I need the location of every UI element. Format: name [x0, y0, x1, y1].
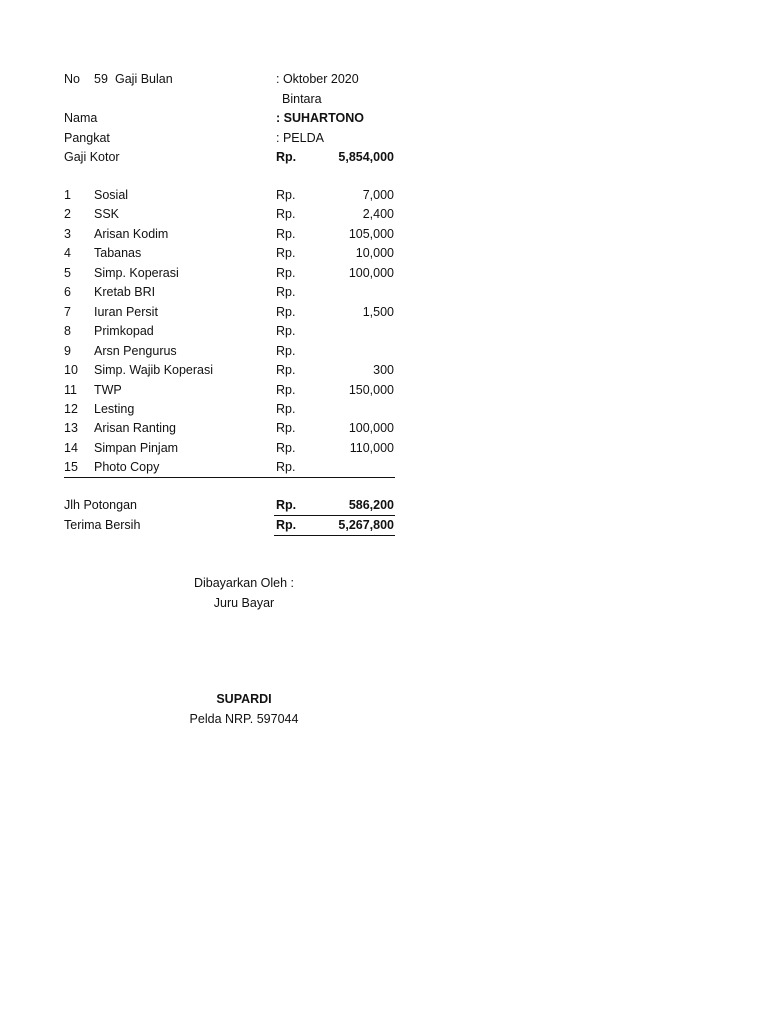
- deduction-number: 14: [64, 441, 78, 455]
- period-value: : Oktober 2020: [276, 72, 359, 86]
- deduction-amount: 1,500: [362, 305, 394, 319]
- deduction-number: 13: [64, 421, 78, 435]
- deduction-amount: 150,000: [348, 383, 394, 397]
- gross-value: 5,854,000: [338, 150, 394, 164]
- deduction-number: 1: [64, 188, 71, 202]
- net-currency: Rp.: [276, 518, 297, 532]
- rank-value: : PELDA: [276, 131, 324, 145]
- paid-by-label: Dibayarkan Oleh :: [193, 576, 295, 590]
- deduction-label: Arsn Pengurus: [94, 344, 177, 358]
- deduction-number: 11: [64, 383, 77, 397]
- deduction-amount: 110,000: [349, 441, 394, 455]
- deduction-label: Iuran Persit: [94, 305, 158, 319]
- deduction-number: 12: [64, 402, 78, 416]
- deduction-currency: Rp.: [276, 266, 296, 280]
- deduction-currency: Rp.: [276, 344, 296, 358]
- deduction-label: Kretab BRI: [94, 285, 156, 299]
- payer-rank-nrp: Pelda NRP. 597044: [189, 712, 299, 726]
- deduction-number: 5: [64, 266, 71, 280]
- deduction-label: TWP: [94, 383, 122, 397]
- deduction-amount: 2,400: [362, 207, 394, 221]
- deduction-label: Sosial: [94, 188, 129, 202]
- category-value: Bintara: [282, 92, 322, 106]
- name-value: : SUHARTONO: [276, 111, 364, 125]
- deduction-number: 2: [64, 207, 71, 221]
- deduction-label: Tabanas: [94, 246, 142, 260]
- deduction-number: 9: [64, 344, 71, 358]
- deduction-total-underline: [274, 515, 395, 516]
- deduction-currency: Rp.: [276, 227, 296, 241]
- deduction-number: 4: [64, 246, 71, 260]
- deduction-currency: Rp.: [276, 460, 296, 474]
- deduction-currency: Rp.: [276, 441, 296, 455]
- deduction-label: Simp. Koperasi: [94, 266, 179, 280]
- deduction-total-currency: Rp.: [276, 498, 297, 512]
- deduction-amount: 100,000: [348, 421, 394, 435]
- deduction-number: 7: [64, 305, 71, 319]
- deduction-label: Arisan Kodim: [94, 227, 169, 241]
- net-value: 5,267,800: [338, 518, 394, 532]
- deduction-number: 6: [64, 285, 71, 299]
- gross-currency: Rp.: [276, 150, 297, 164]
- deduction-number: 10: [64, 363, 78, 377]
- deduction-number: 3: [64, 227, 71, 241]
- deduction-currency: Rp.: [276, 324, 296, 338]
- deduction-label: Primkopad: [94, 324, 154, 338]
- payer-name: SUPARDI: [216, 692, 272, 706]
- deduction-currency: Rp.: [276, 402, 296, 416]
- deduction-currency: Rp.: [276, 305, 296, 319]
- deduction-label: Lesting: [94, 402, 135, 416]
- deduction-amount: 300: [373, 363, 394, 377]
- deduction-currency: Rp.: [276, 207, 296, 221]
- deductions-divider: [64, 477, 395, 478]
- deduction-amount: 10,000: [355, 246, 394, 260]
- deduction-label: Photo Copy: [94, 460, 160, 474]
- deduction-amount: 7,000: [362, 188, 394, 202]
- gross-label: Gaji Kotor: [64, 150, 120, 164]
- deduction-currency: Rp.: [276, 285, 296, 299]
- deduction-currency: Rp.: [276, 421, 296, 435]
- payer-role: Juru Bayar: [213, 596, 275, 610]
- deduction-currency: Rp.: [276, 363, 296, 377]
- period-label: Gaji Bulan: [115, 72, 173, 86]
- deduction-amount: 100,000: [348, 266, 394, 280]
- deduction-currency: Rp.: [276, 246, 296, 260]
- deduction-number: 15: [64, 460, 78, 474]
- deduction-label: Arisan Ranting: [94, 421, 176, 435]
- deduction-label: Simpan Pinjam: [94, 441, 179, 455]
- deduction-total-value: 586,200: [348, 498, 394, 512]
- no-value: 59: [94, 72, 108, 86]
- net-underline: [274, 535, 395, 536]
- net-label: Terima Bersih: [64, 518, 141, 532]
- no-label: No: [64, 72, 80, 86]
- deduction-currency: Rp.: [276, 383, 296, 397]
- deduction-number: 8: [64, 324, 71, 338]
- deduction-total-label: Jlh Potongan: [64, 498, 137, 512]
- deduction-label: Simp. Wajib Koperasi: [94, 363, 214, 377]
- deduction-currency: Rp.: [276, 188, 296, 202]
- deduction-amount: 105,000: [348, 227, 394, 241]
- name-label: Nama: [64, 111, 98, 125]
- deduction-label: SSK: [94, 207, 120, 221]
- rank-label: Pangkat: [64, 131, 110, 145]
